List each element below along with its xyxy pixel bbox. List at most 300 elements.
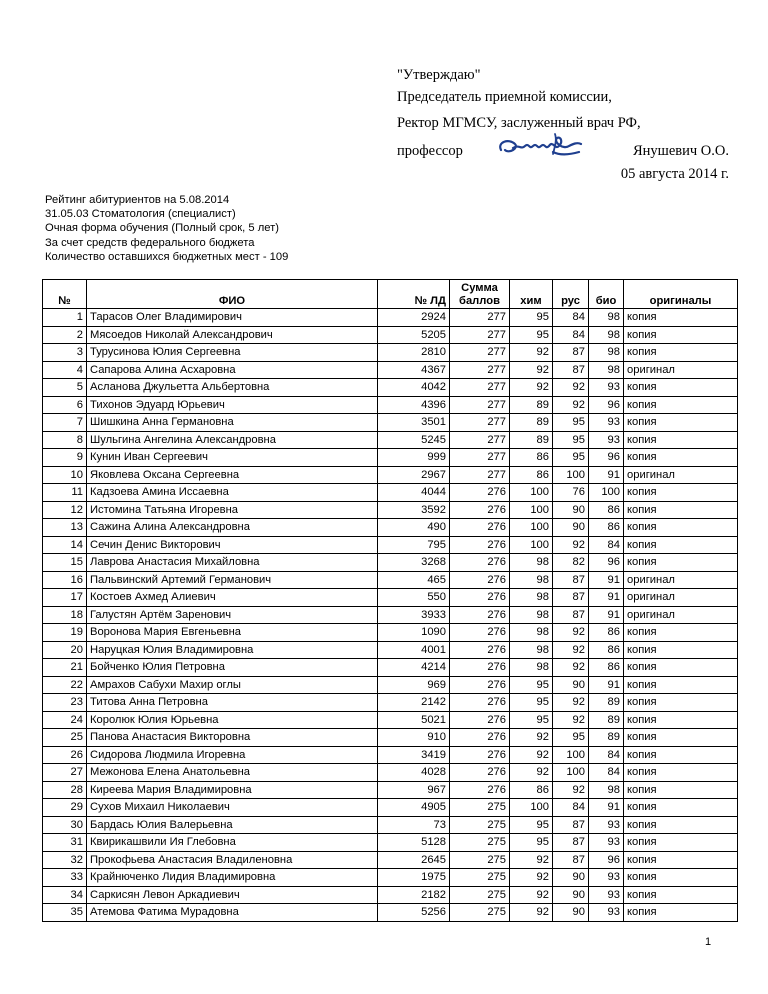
cell-chem: 98 (510, 659, 553, 677)
cell-fio: Бойченко Юлия Петровна (87, 659, 378, 677)
cell-num: 9 (43, 449, 87, 467)
cell-chem: 98 (510, 571, 553, 589)
cell-fio: Асланова Джульетта Альбертовна (87, 379, 378, 397)
cell-original: копия (624, 799, 738, 817)
cell-chem: 95 (510, 676, 553, 694)
cell-fio: Крайнюченко Лидия Владимировна (87, 869, 378, 887)
header-originals: оригиналы (624, 280, 738, 309)
cell-chem: 100 (510, 799, 553, 817)
cell-chem: 100 (510, 536, 553, 554)
cell-ld: 2967 (378, 466, 450, 484)
cell-chem: 92 (510, 746, 553, 764)
cell-bio: 93 (589, 834, 624, 852)
cell-original: копия (624, 781, 738, 799)
cell-rus: 87 (553, 589, 589, 607)
cell-rus: 92 (553, 641, 589, 659)
cell-sum: 276 (450, 676, 510, 694)
rating-info (45, 193, 288, 264)
cell-bio: 96 (589, 851, 624, 869)
cell-num: 4 (43, 361, 87, 379)
cell-chem: 92 (510, 361, 553, 379)
cell-ld: 1090 (378, 624, 450, 642)
table-row (43, 536, 738, 554)
cell-bio: 93 (589, 904, 624, 922)
cell-num: 13 (43, 519, 87, 537)
cell-fio: Киреева Мария Владимировна (87, 781, 378, 799)
table-row (43, 764, 738, 782)
table-row (43, 309, 738, 327)
cell-sum: 276 (450, 764, 510, 782)
cell-bio: 89 (589, 711, 624, 729)
cell-num: 10 (43, 466, 87, 484)
cell-original: копия (624, 624, 738, 642)
cell-original: копия (624, 379, 738, 397)
cell-bio: 98 (589, 309, 624, 327)
table-body (43, 309, 738, 922)
cell-fio: Яковлева Оксана Сергеевна (87, 466, 378, 484)
cell-sum: 276 (450, 536, 510, 554)
cell-fio: Лаврова Анастасия Михайловна (87, 554, 378, 572)
cell-rus: 87 (553, 361, 589, 379)
cell-ld: 3268 (378, 554, 450, 572)
table-row (43, 624, 738, 642)
cell-bio: 86 (589, 519, 624, 537)
header-num: № (43, 280, 87, 309)
cell-bio: 98 (589, 344, 624, 362)
cell-rus: 95 (553, 449, 589, 467)
cell-num: 22 (43, 676, 87, 694)
cell-ld: 969 (378, 676, 450, 694)
cell-num: 20 (43, 641, 87, 659)
cell-sum: 276 (450, 501, 510, 519)
cell-sum: 276 (450, 624, 510, 642)
cell-original: копия (624, 729, 738, 747)
cell-sum: 276 (450, 729, 510, 747)
cell-ld: 4367 (378, 361, 450, 379)
cell-rus: 92 (553, 694, 589, 712)
cell-num: 6 (43, 396, 87, 414)
cell-num: 5 (43, 379, 87, 397)
cell-original: оригинал (624, 589, 738, 607)
cell-bio: 86 (589, 641, 624, 659)
cell-bio: 89 (589, 729, 624, 747)
cell-chem: 98 (510, 641, 553, 659)
table-row (43, 554, 738, 572)
cell-num: 19 (43, 624, 87, 642)
cell-fio: Тихонов Эдуард Юрьевич (87, 396, 378, 414)
cell-rus: 87 (553, 606, 589, 624)
cell-ld: 3501 (378, 414, 450, 432)
approval-line-rector: Ректор МГМСУ, заслуженный врач РФ, (397, 115, 641, 131)
cell-original: копия (624, 886, 738, 904)
cell-rus: 82 (553, 554, 589, 572)
table-row (43, 851, 738, 869)
cell-rus: 100 (553, 764, 589, 782)
cell-ld: 2924 (378, 309, 450, 327)
cell-chem: 89 (510, 414, 553, 432)
cell-chem: 92 (510, 379, 553, 397)
cell-chem: 98 (510, 624, 553, 642)
cell-sum: 276 (450, 781, 510, 799)
cell-original: копия (624, 309, 738, 327)
cell-bio: 89 (589, 694, 624, 712)
cell-bio: 93 (589, 869, 624, 887)
approval-line-chairman: Председатель приемной комиссии, (397, 89, 612, 105)
cell-rus: 95 (553, 431, 589, 449)
cell-rus: 90 (553, 904, 589, 922)
cell-sum: 275 (450, 816, 510, 834)
cell-chem: 86 (510, 466, 553, 484)
header-bio: био (589, 280, 624, 309)
cell-ld: 4214 (378, 659, 450, 677)
header-sum (450, 280, 510, 309)
cell-rus: 95 (553, 729, 589, 747)
info-study-form: Очная форма обучения (Полный срок, 5 лет) (45, 222, 279, 235)
cell-original: копия (624, 676, 738, 694)
cell-num: 14 (43, 536, 87, 554)
cell-ld: 5256 (378, 904, 450, 922)
table-row (43, 414, 738, 432)
cell-ld: 5245 (378, 431, 450, 449)
cell-sum: 277 (450, 414, 510, 432)
cell-chem: 95 (510, 309, 553, 327)
cell-fio: Сапарова Алина Асхаровна (87, 361, 378, 379)
cell-bio: 91 (589, 571, 624, 589)
cell-original: копия (624, 414, 738, 432)
cell-original: копия (624, 764, 738, 782)
cell-num: 31 (43, 834, 87, 852)
cell-fio: Панова Анастасия Викторовна (87, 729, 378, 747)
cell-sum: 276 (450, 554, 510, 572)
cell-rus: 92 (553, 536, 589, 554)
cell-ld: 490 (378, 519, 450, 537)
cell-original: копия (624, 659, 738, 677)
approval-professor-label: профессор (397, 143, 463, 159)
table-row (43, 904, 738, 922)
cell-bio: 84 (589, 764, 624, 782)
cell-chem: 95 (510, 711, 553, 729)
cell-rus: 92 (553, 624, 589, 642)
cell-sum: 276 (450, 519, 510, 537)
cell-sum: 277 (450, 326, 510, 344)
cell-sum: 275 (450, 851, 510, 869)
cell-ld: 2142 (378, 694, 450, 712)
table-row (43, 606, 738, 624)
info-remaining-places: Количество оставшихся бюджетных мест - 109 (45, 250, 289, 263)
cell-bio: 93 (589, 816, 624, 834)
cell-rus: 92 (553, 711, 589, 729)
header-rus: рус (553, 280, 589, 309)
cell-ld: 73 (378, 816, 450, 834)
cell-num: 21 (43, 659, 87, 677)
cell-chem: 86 (510, 449, 553, 467)
cell-num: 33 (43, 869, 87, 887)
table-row (43, 729, 738, 747)
cell-num: 34 (43, 886, 87, 904)
cell-original: копия (624, 694, 738, 712)
cell-bio: 98 (589, 326, 624, 344)
cell-sum: 276 (450, 659, 510, 677)
cell-fio: Квирикашвили Ия Глебовна (87, 834, 378, 852)
cell-rus: 90 (553, 519, 589, 537)
cell-bio: 91 (589, 676, 624, 694)
cell-bio: 86 (589, 624, 624, 642)
cell-ld: 4044 (378, 484, 450, 502)
cell-sum: 275 (450, 834, 510, 852)
cell-bio: 91 (589, 799, 624, 817)
table-row (43, 501, 738, 519)
table-row (43, 431, 738, 449)
cell-sum: 275 (450, 904, 510, 922)
cell-bio: 86 (589, 659, 624, 677)
cell-rus: 87 (553, 344, 589, 362)
cell-fio: Истомина Татьяна Игоревна (87, 501, 378, 519)
cell-fio: Турусинова Юлия Сергеевна (87, 344, 378, 362)
table-row (43, 396, 738, 414)
cell-num: 27 (43, 764, 87, 782)
header-fio: ФИО (87, 280, 378, 309)
cell-original: копия (624, 711, 738, 729)
approval-date: 05 августа 2014 г. (620, 166, 729, 182)
cell-sum: 277 (450, 361, 510, 379)
cell-original: копия (624, 746, 738, 764)
cell-original: копия (624, 501, 738, 519)
cell-fio: Саркисян Левон Аркадиевич (87, 886, 378, 904)
cell-fio: Воронова Мария Евгеньевна (87, 624, 378, 642)
cell-num: 17 (43, 589, 87, 607)
cell-chem: 92 (510, 886, 553, 904)
cell-fio: Шишкина Анна Германовна (87, 414, 378, 432)
cell-num: 8 (43, 431, 87, 449)
table-row (43, 641, 738, 659)
cell-chem: 92 (510, 729, 553, 747)
cell-num: 16 (43, 571, 87, 589)
cell-rus: 90 (553, 869, 589, 887)
cell-sum: 277 (450, 309, 510, 327)
cell-num: 24 (43, 711, 87, 729)
cell-fio: Кунин Иван Сергеевич (87, 449, 378, 467)
cell-sum: 277 (450, 344, 510, 362)
cell-bio: 96 (589, 554, 624, 572)
cell-ld: 465 (378, 571, 450, 589)
info-funding: За счет средств федерального бюджета (45, 236, 255, 249)
cell-sum: 276 (450, 484, 510, 502)
cell-fio: Атемова Фатима Мурадовна (87, 904, 378, 922)
cell-chem: 92 (510, 851, 553, 869)
cell-bio: 84 (589, 746, 624, 764)
cell-sum: 277 (450, 396, 510, 414)
table-row (43, 816, 738, 834)
cell-chem: 95 (510, 694, 553, 712)
cell-rus: 87 (553, 816, 589, 834)
cell-fio: Пальвинский Артемий Германович (87, 571, 378, 589)
cell-sum: 276 (450, 694, 510, 712)
cell-num: 11 (43, 484, 87, 502)
cell-chem: 86 (510, 781, 553, 799)
cell-num: 12 (43, 501, 87, 519)
cell-ld: 3419 (378, 746, 450, 764)
cell-ld: 3592 (378, 501, 450, 519)
cell-rus: 87 (553, 851, 589, 869)
cell-original: копия (624, 449, 738, 467)
cell-bio: 98 (589, 361, 624, 379)
cell-sum: 276 (450, 571, 510, 589)
cell-ld: 3933 (378, 606, 450, 624)
cell-num: 28 (43, 781, 87, 799)
cell-chem: 98 (510, 606, 553, 624)
table-row (43, 589, 738, 607)
info-rating-date: Рейтинг абитуриентов на 5.08.2014 (45, 194, 230, 206)
cell-ld: 4001 (378, 641, 450, 659)
cell-original: копия (624, 519, 738, 537)
cell-original: копия (624, 326, 738, 344)
table-row (43, 326, 738, 344)
approval-signer: Янушевич О.О. (633, 143, 729, 159)
cell-sum: 277 (450, 379, 510, 397)
cell-sum: 277 (450, 431, 510, 449)
cell-rus: 84 (553, 326, 589, 344)
cell-sum: 276 (450, 606, 510, 624)
cell-rus: 100 (553, 746, 589, 764)
cell-bio: 96 (589, 396, 624, 414)
cell-sum: 277 (450, 449, 510, 467)
cell-bio: 91 (589, 606, 624, 624)
cell-sum: 276 (450, 711, 510, 729)
cell-ld: 795 (378, 536, 450, 554)
table-row (43, 361, 738, 379)
table-row (43, 676, 738, 694)
cell-fio: Сечин Денис Викторович (87, 536, 378, 554)
cell-original: оригинал (624, 466, 738, 484)
cell-num: 18 (43, 606, 87, 624)
cell-chem: 100 (510, 484, 553, 502)
cell-ld: 4042 (378, 379, 450, 397)
page-number: 1 (705, 936, 712, 948)
cell-ld: 5021 (378, 711, 450, 729)
cell-ld: 4028 (378, 764, 450, 782)
cell-rus: 84 (553, 799, 589, 817)
cell-rus: 100 (553, 466, 589, 484)
cell-ld: 1975 (378, 869, 450, 887)
header-chem: хим (510, 280, 553, 309)
table-row (43, 659, 738, 677)
cell-fio: Галустян Артём Заренович (87, 606, 378, 624)
cell-chem: 89 (510, 431, 553, 449)
cell-rus: 90 (553, 676, 589, 694)
cell-ld: 2810 (378, 344, 450, 362)
cell-original: копия (624, 834, 738, 852)
table-row (43, 886, 738, 904)
table-row (43, 799, 738, 817)
table-row (43, 781, 738, 799)
cell-chem: 100 (510, 501, 553, 519)
cell-bio: 96 (589, 449, 624, 467)
cell-chem: 95 (510, 834, 553, 852)
cell-rus: 92 (553, 396, 589, 414)
cell-fio: Сухов Михаил Николаевич (87, 799, 378, 817)
cell-rus: 92 (553, 379, 589, 397)
cell-ld: 2645 (378, 851, 450, 869)
cell-original: копия (624, 816, 738, 834)
cell-original: копия (624, 554, 738, 572)
cell-sum: 275 (450, 799, 510, 817)
cell-bio: 91 (589, 466, 624, 484)
info-specialty: 31.05.03 Стоматология (специалист) (45, 208, 236, 221)
header-ld: № ЛД (378, 280, 450, 309)
cell-original: копия (624, 396, 738, 414)
cell-num: 2 (43, 326, 87, 344)
cell-ld: 4396 (378, 396, 450, 414)
cell-num: 1 (43, 309, 87, 327)
table-header-row (43, 280, 738, 309)
cell-ld: 999 (378, 449, 450, 467)
cell-num: 35 (43, 904, 87, 922)
cell-sum: 276 (450, 746, 510, 764)
cell-chem: 95 (510, 816, 553, 834)
cell-ld: 910 (378, 729, 450, 747)
cell-rus: 90 (553, 501, 589, 519)
cell-num: 7 (43, 414, 87, 432)
cell-sum: 275 (450, 886, 510, 904)
cell-bio: 93 (589, 414, 624, 432)
cell-chem: 92 (510, 764, 553, 782)
cell-ld: 5128 (378, 834, 450, 852)
cell-bio: 84 (589, 536, 624, 554)
cell-fio: Кадзоева Амина Иссаевна (87, 484, 378, 502)
cell-chem: 98 (510, 589, 553, 607)
cell-num: 26 (43, 746, 87, 764)
cell-bio: 98 (589, 781, 624, 799)
cell-ld: 967 (378, 781, 450, 799)
cell-bio: 86 (589, 501, 624, 519)
cell-rus: 87 (553, 834, 589, 852)
cell-original: оригинал (624, 606, 738, 624)
cell-chem: 92 (510, 869, 553, 887)
cell-fio: Амрахов Сабухи Махир оглы (87, 676, 378, 694)
cell-bio: 93 (589, 379, 624, 397)
table-row (43, 484, 738, 502)
cell-original: копия (624, 431, 738, 449)
table-row (43, 694, 738, 712)
table-row (43, 344, 738, 362)
cell-ld: 4905 (378, 799, 450, 817)
cell-bio: 93 (589, 431, 624, 449)
cell-ld: 2182 (378, 886, 450, 904)
cell-rus: 95 (553, 414, 589, 432)
cell-rus: 87 (553, 571, 589, 589)
cell-num: 15 (43, 554, 87, 572)
table-row (43, 379, 738, 397)
table-row (43, 834, 738, 852)
cell-fio: Титова Анна Петровна (87, 694, 378, 712)
table-row (43, 571, 738, 589)
approval-title: "Утверждаю" (397, 67, 481, 83)
cell-original: копия (624, 904, 738, 922)
table-row (43, 519, 738, 537)
cell-fio: Наруцкая Юлия Владимировна (87, 641, 378, 659)
cell-bio: 93 (589, 886, 624, 904)
cell-original: копия (624, 851, 738, 869)
cell-ld: 550 (378, 589, 450, 607)
cell-num: 3 (43, 344, 87, 362)
cell-sum: 276 (450, 589, 510, 607)
cell-num: 25 (43, 729, 87, 747)
cell-fio: Сидорова Людмила Игоревна (87, 746, 378, 764)
table-row (43, 869, 738, 887)
cell-sum: 275 (450, 869, 510, 887)
cell-num: 30 (43, 816, 87, 834)
cell-ld: 5205 (378, 326, 450, 344)
